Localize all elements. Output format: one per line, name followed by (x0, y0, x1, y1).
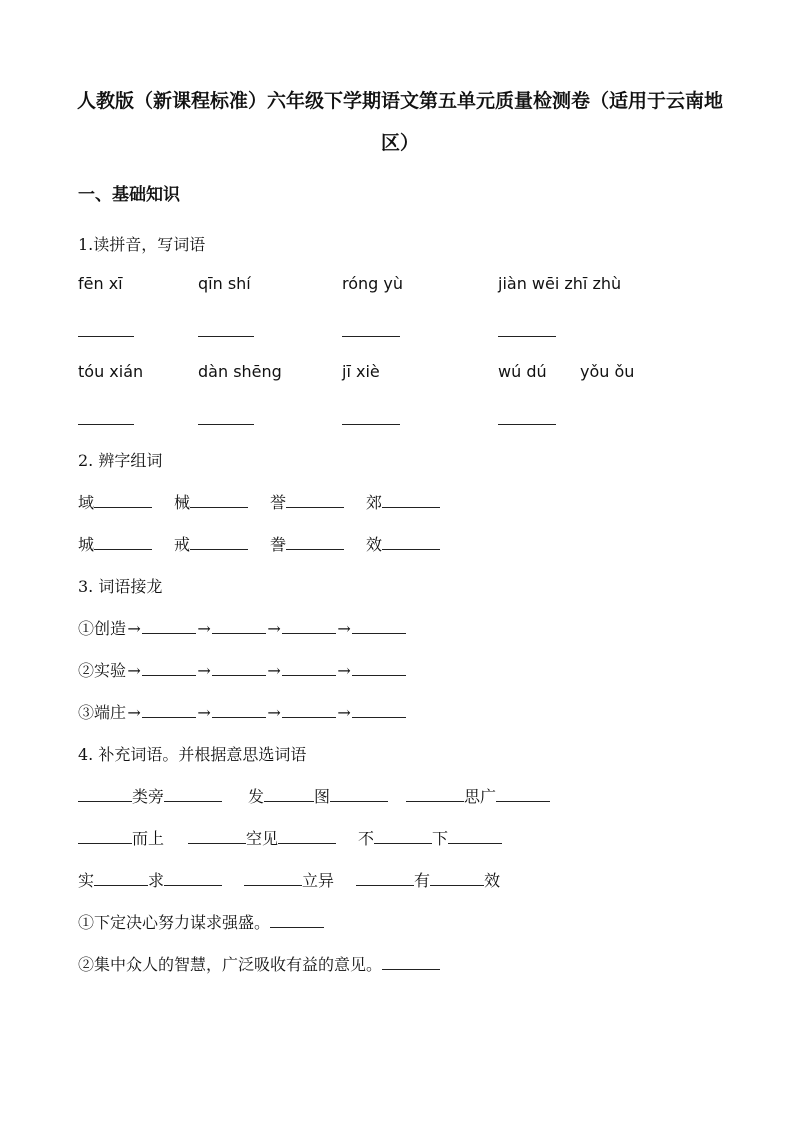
answer-blank[interactable] (78, 424, 134, 425)
arrow-icon: → (197, 661, 211, 680)
answer-blank[interactable] (190, 492, 248, 508)
idiom-part: 立异 (302, 871, 335, 890)
answer-blank[interactable] (286, 534, 344, 550)
char: 域 (78, 493, 95, 512)
answer-blank[interactable] (498, 424, 556, 425)
answer-blank[interactable] (270, 912, 324, 928)
arrow-icon: → (337, 619, 351, 638)
word-chain-row (78, 616, 406, 639)
answer-blank[interactable] (282, 660, 336, 676)
pinyin-item: yǒu ǒu (580, 362, 635, 381)
idiom-part: 类旁 (132, 787, 165, 806)
arrow-icon: → (267, 703, 281, 722)
idiom-part: 实 (78, 871, 95, 890)
answer-blank[interactable] (374, 828, 432, 844)
question-3-label: 3. 词语接龙 (78, 577, 163, 596)
meaning-text: ②集中众人的智慧，广泛吸收有益的意见。 (78, 955, 383, 974)
answer-blank[interactable] (94, 534, 152, 550)
char: 城 (78, 535, 95, 554)
answer-blank[interactable] (190, 534, 248, 550)
question-1-label: 1.读拼音，写词语 (78, 235, 206, 254)
arrow-icon: → (127, 619, 141, 638)
chain-start: ③端庄 (78, 703, 127, 722)
char: 械 (174, 493, 191, 512)
answer-blank[interactable] (382, 954, 440, 970)
chain-start: ②实验 (78, 661, 127, 680)
section-heading: 一、基础知识 (78, 185, 180, 205)
page-title-line2: 区） (380, 132, 419, 154)
answer-blank[interactable] (382, 534, 440, 550)
answer-blank[interactable] (198, 336, 254, 337)
pinyin-item: wú dú (498, 362, 547, 381)
pinyin-item: róng yù (342, 274, 404, 293)
arrow-icon: → (197, 703, 211, 722)
question-2-label: 2. 辨字组词 (78, 451, 163, 470)
char-compare-row (78, 532, 440, 555)
answer-blank[interactable] (352, 618, 406, 634)
answer-blank[interactable] (352, 660, 406, 676)
answer-blank[interactable] (498, 336, 556, 337)
answer-blank[interactable] (264, 786, 314, 802)
answer-blank[interactable] (448, 828, 502, 844)
answer-blank[interactable] (342, 424, 400, 425)
arrow-icon: → (337, 703, 351, 722)
char: 誉 (270, 493, 287, 512)
chain-start: ①创造 (78, 619, 127, 638)
arrow-icon: → (337, 661, 351, 680)
answer-blank[interactable] (342, 336, 400, 337)
idiom-part: 不 (358, 829, 375, 848)
arrow-icon: → (127, 703, 141, 722)
arrow-icon: → (267, 619, 281, 638)
word-chain-row (78, 700, 406, 723)
answer-blank[interactable] (382, 492, 440, 508)
page-title-line1: 人教版（新课程标准）六年级下学期语文第五单元质量检测卷（适用于云南地 (76, 90, 723, 112)
answer-blank[interactable] (496, 786, 550, 802)
answer-blank[interactable] (282, 702, 336, 718)
char: 效 (366, 535, 383, 554)
answer-blank[interactable] (330, 786, 388, 802)
answer-blank[interactable] (406, 786, 464, 802)
idiom-part: 效 (484, 871, 501, 890)
answer-blank[interactable] (142, 702, 196, 718)
pinyin-item: dàn shēng (198, 362, 282, 381)
idiom-part: 思广 (464, 787, 497, 806)
pinyin-item: jī xiè (342, 362, 380, 381)
char: 郊 (366, 493, 383, 512)
answer-blank[interactable] (212, 660, 266, 676)
pinyin-item: tóu xián (78, 362, 144, 381)
question-4-label: 4. 补充词语。并根据意思选词语 (78, 745, 307, 764)
pinyin-item: qīn shí (198, 274, 251, 293)
answer-blank[interactable] (356, 870, 414, 886)
idiom-part: 求 (148, 871, 165, 890)
answer-blank[interactable] (142, 660, 196, 676)
arrow-icon: → (197, 619, 211, 638)
pinyin-item: fēn xī (78, 274, 123, 293)
idiom-part: 下 (432, 829, 449, 848)
answer-blank[interactable] (78, 786, 132, 802)
idiom-part: 图 (314, 787, 331, 806)
answer-blank[interactable] (278, 828, 336, 844)
answer-blank[interactable] (164, 870, 222, 886)
idiom-part: 空见 (246, 829, 279, 848)
answer-blank[interactable] (244, 870, 302, 886)
meaning-row (78, 952, 440, 975)
char-compare-row (78, 490, 440, 513)
answer-blank[interactable] (78, 828, 132, 844)
idiom-part: 而上 (132, 829, 165, 848)
answer-blank[interactable] (94, 492, 152, 508)
idiom-part: 发 (248, 787, 265, 806)
idiom-row (78, 784, 550, 807)
pinyin-item: jiàn wēi zhī zhù (498, 274, 622, 293)
answer-blank[interactable] (164, 786, 222, 802)
arrow-icon: → (127, 661, 141, 680)
meaning-row (78, 910, 324, 933)
char: 誊 (270, 535, 287, 554)
answer-blank[interactable] (94, 870, 148, 886)
char: 戒 (174, 535, 191, 554)
arrow-icon: → (267, 661, 281, 680)
answer-blank[interactable] (430, 870, 484, 886)
answer-blank[interactable] (78, 336, 134, 337)
answer-blank[interactable] (188, 828, 246, 844)
answer-blank[interactable] (352, 702, 406, 718)
idiom-row (78, 826, 502, 849)
idiom-part: 有 (414, 871, 431, 890)
answer-blank[interactable] (212, 618, 266, 634)
idiom-row (78, 868, 500, 891)
word-chain-row (78, 658, 406, 681)
answer-blank[interactable] (286, 492, 344, 508)
answer-blank[interactable] (212, 702, 266, 718)
meaning-text: ①下定决心努力谋求强盛。 (78, 913, 271, 932)
answer-blank[interactable] (142, 618, 196, 634)
answer-blank[interactable] (282, 618, 336, 634)
answer-blank[interactable] (198, 424, 254, 425)
